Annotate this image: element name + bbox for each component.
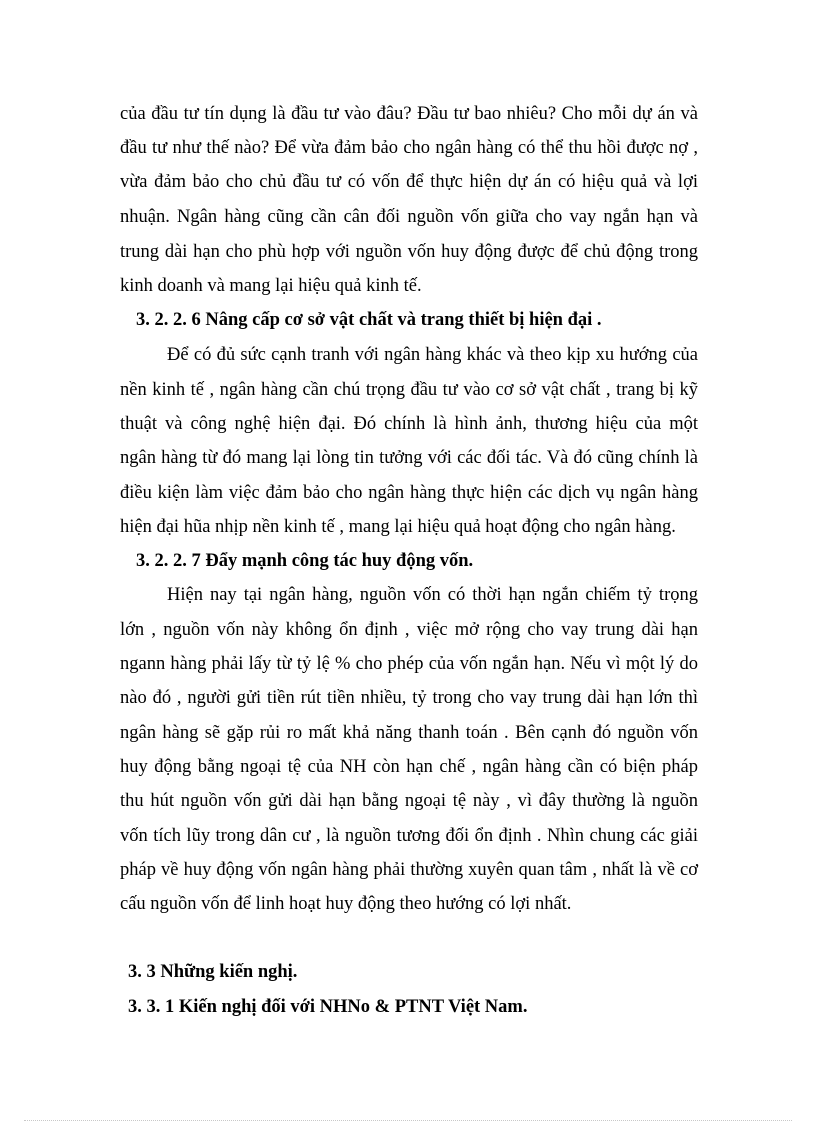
body-text-line: nền kinh tế , ngân hàng cần chú trọng đầu tư vào cơ sở vật chất , trang bị kỹ: [120, 380, 698, 400]
section-heading: 3. 2. 2. 7 Đẩy mạnh công tác huy động vốn.: [136, 551, 474, 571]
body-text-line: đầu tư như thế nào? Để vừa đảm bảo cho ngân hàng có thể thu hồi được nợ ,: [120, 138, 698, 158]
body-text-line: huy động bằng ngoại tệ của NH còn hạn chế , ngân hàng cần có biện pháp: [120, 757, 698, 777]
body-text-line: của đầu tư tín dụng là đầu tư vào đâu? Đầu tư bao nhiêu? Cho mỗi dự án và: [120, 104, 698, 124]
subsection-heading: 3. 3. 1 Kiến nghị đối với NHNo & PTNT Việt Nam.: [128, 997, 528, 1017]
body-text-line: ngann hàng phải lấy từ tỷ lệ % cho phép của vốn ngắn hạn. Nếu vì một lý do: [120, 654, 698, 674]
body-text-line: ngân hàng sẽ gặp rủi ro mất khả năng thanh toán . Bên cạnh đó nguồn vốn: [120, 723, 698, 743]
body-text-line: thu hút nguồn vốn gửi dài hạn bằng ngoại tệ này , vì đây thường là nguồn: [120, 791, 698, 811]
page-bottom-rule: [24, 1120, 792, 1121]
section-heading: 3. 2. 2. 6 Nâng cấp cơ sở vật chất và trang thiết bị hiện đại .: [136, 310, 602, 330]
body-text-line: vừa đảm bảo cho chủ đầu tư có vốn để thực hiện dự án có hiệu quả và lợi: [120, 172, 698, 192]
body-text-line: điều kiện làm việc đảm bảo cho ngân hàng thực hiện các dịch vụ ngân hàng: [120, 483, 698, 503]
body-text-line: cấu nguồn vốn để linh hoạt huy động theo hướng có lợi nhất.: [120, 894, 572, 914]
body-text-line: nào đó , người gửi tiền rút tiền nhiều, tỷ trong cho vay trung dài hạn lớn thì: [120, 688, 698, 708]
body-text-line: trung dài hạn cho phù hợp với nguồn vốn huy động được để chủ động trong: [120, 242, 698, 262]
body-text-line: Để có đủ sức cạnh tranh với ngân hàng khác và theo kịp xu hướng của: [167, 345, 698, 365]
body-text-line: lớn , nguồn vốn này không ổn định , việc mở rộng cho vay trung dài hạn: [120, 620, 698, 640]
body-text-line: pháp về huy động vốn ngân hàng phải thường xuyên quan tâm , nhất là về cơ: [120, 860, 698, 880]
body-text-line: kinh doanh và mang lại hiệu quả kinh tế.: [120, 276, 422, 296]
body-text-line: vốn tích lũy trong dân cư , là nguồn tương đối ổn định . Nhìn chung các giải: [120, 826, 698, 846]
section-heading: 3. 3 Những kiến nghị.: [128, 962, 298, 982]
body-text-line: hiện đại hũa nhịp nền kinh tế , mang lại hiệu quả hoạt động cho ngân hàng.: [120, 517, 676, 537]
body-text-line: thuật và công nghệ hiện đại. Đó chính là hình ảnh, thương hiệu của một: [120, 414, 698, 434]
body-text-line: nhuận. Ngân hàng cũng cần cân đối nguồn vốn giữa cho vay ngắn hạn và: [120, 207, 698, 227]
body-text-line: ngân hàng từ đó mang lại lòng tin tưởng với các đối tác. Và đó cũng chính là: [120, 448, 698, 468]
body-text-line: Hiện nay tại ngân hàng, nguồn vốn có thời hạn ngắn chiếm tỷ trọng: [167, 585, 698, 605]
